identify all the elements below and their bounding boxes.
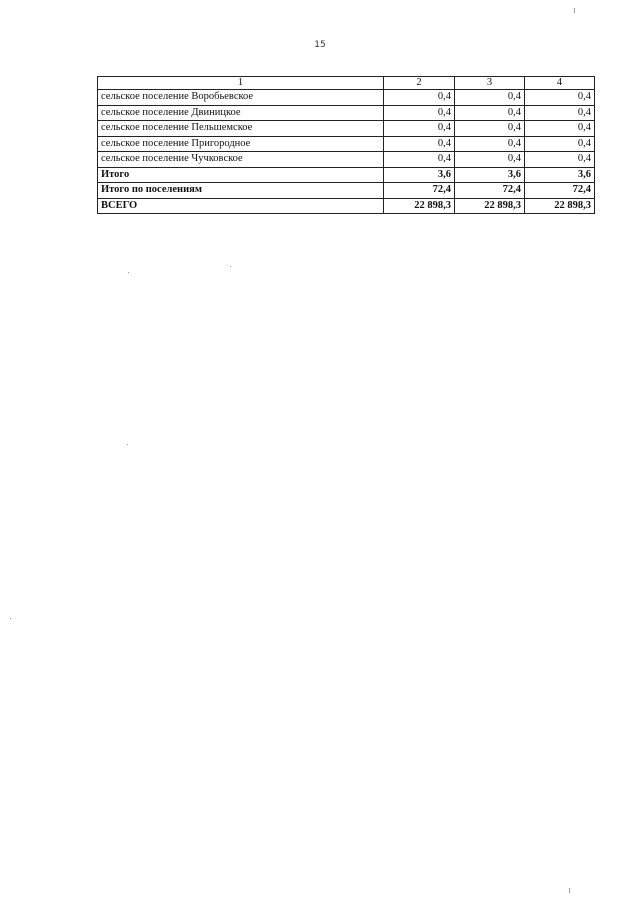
table-row [98,121,595,137]
row-label: сельское поселение Пельшемское [98,121,384,137]
row-value: 72,4 [455,183,525,199]
row-value: 0,4 [455,90,525,106]
row-label: сельское поселение Пригородное [98,136,384,152]
page-number: 15 [314,40,326,50]
scan-speck [569,888,570,893]
row-label: сельское поселение Воробьевское [98,90,384,106]
subtotal-row [98,167,595,183]
column-header-1: 1 [98,77,384,90]
row-value: 0,4 [455,105,525,121]
row-value: 0,4 [384,136,455,152]
row-value: 0,4 [455,136,525,152]
row-value: 0,4 [455,121,525,137]
scan-speck [230,266,231,267]
row-value: 0,4 [384,152,455,168]
budget-table [97,76,595,214]
table-row [98,152,595,168]
table-row [98,90,595,106]
scan-speck [128,272,129,273]
row-value: 0,4 [384,105,455,121]
row-value: 0,4 [525,105,595,121]
row-value: 0,4 [525,90,595,106]
row-value: 0,4 [525,121,595,137]
row-label: ВСЕГО [98,198,384,214]
row-value: 0,4 [384,90,455,106]
scan-speck [10,618,11,619]
column-header-2: 2 [384,77,455,90]
row-label: Итого по поселениям [98,183,384,199]
grand-total-row [98,198,595,214]
row-value: 72,4 [384,183,455,199]
row-value: 0,4 [455,152,525,168]
table-row [98,105,595,121]
row-value: 0,4 [525,152,595,168]
table-header-row [98,77,595,90]
scan-speck [127,444,128,445]
row-value: 3,6 [384,167,455,183]
row-value: 0,4 [525,136,595,152]
row-label: Итого [98,167,384,183]
table-row [98,136,595,152]
column-header-4: 4 [525,77,595,90]
row-value: 22 898,3 [455,198,525,214]
row-value: 0,4 [384,121,455,137]
scan-speck [574,8,575,13]
row-value: 3,6 [525,167,595,183]
settlements-total-row [98,183,595,199]
row-label: сельское поселение Двиницкое [98,105,384,121]
row-value: 22 898,3 [525,198,595,214]
row-value: 22 898,3 [384,198,455,214]
column-header-3: 3 [455,77,525,90]
row-value: 3,6 [455,167,525,183]
row-label: сельское поселение Чучковское [98,152,384,168]
row-value: 72,4 [525,183,595,199]
